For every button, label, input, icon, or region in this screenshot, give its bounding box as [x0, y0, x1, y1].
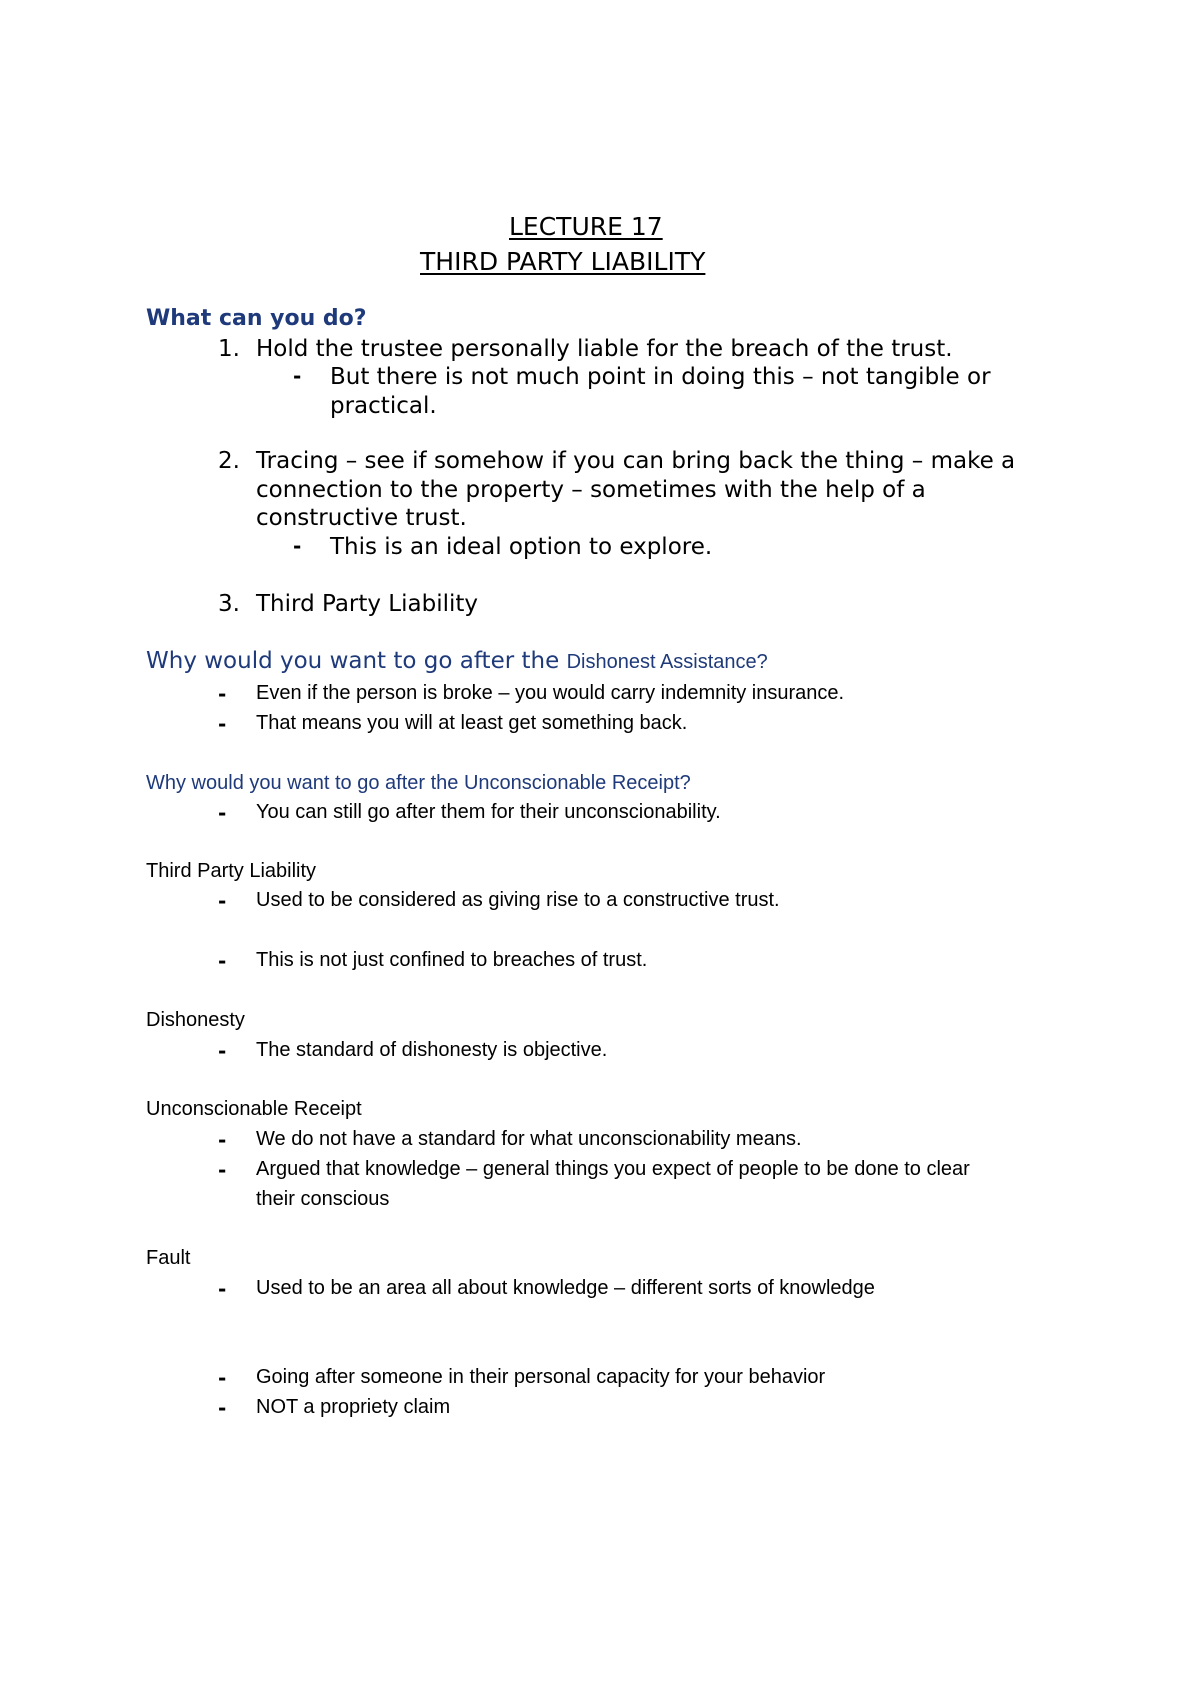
bullet-dash: -: [218, 889, 227, 913]
list-item-3-text: Third Party Liability: [256, 591, 479, 617]
bullet-text: Going after someone in their personal capacity for your behavior: [256, 1366, 826, 1388]
bullet-text: You can still go after them for their unconscionability.: [256, 801, 721, 823]
bullet-dash: -: [218, 1039, 227, 1063]
sub-bullet-text: practical.: [330, 393, 437, 419]
bullet-text: That means you will at least get something back.: [256, 712, 688, 734]
bullet-text: NOT a propriety claim: [256, 1396, 451, 1418]
section-heading-unconscionable-receipt: Why would you want to go after the Unconscionable Receipt?: [146, 772, 691, 794]
list-number-3: 3.: [218, 591, 240, 617]
list-number-1: 1.: [218, 336, 240, 362]
list-item-1-text: Hold the trustee personally liable for the breach of the trust.: [256, 336, 953, 362]
bullet-text: Even if the person is broke – you would carry indemnity insurance.: [256, 682, 845, 704]
bullet-text: Used to be an area all about knowledge – different sorts of knowledge: [256, 1277, 875, 1299]
bullet-dash: -: [218, 1396, 227, 1420]
bullet-dash: -: [218, 682, 227, 706]
document-title-line1: LECTURE 17: [509, 212, 663, 241]
list-item-2-text: constructive trust.: [256, 505, 467, 531]
sub-bullet-text: This is an ideal option to explore.: [330, 534, 713, 560]
bullet-text: The standard of dishonesty is objective.: [256, 1039, 608, 1061]
section-heading-third-party-liability: Third Party Liability: [146, 860, 317, 882]
heading-part: Dishonest Assistance?: [566, 651, 768, 673]
heading-part: Why would you want to go after the: [146, 648, 567, 674]
bullet-dash: -: [218, 1277, 227, 1301]
bullet-dash: -: [218, 1128, 227, 1152]
list-item-2-text: Tracing – see if somehow if you can bring back the thing – make a: [256, 448, 1016, 474]
sub-bullet-text: But there is not much point in doing this – not tangible or: [330, 364, 991, 390]
section-heading-dishonesty: Dishonesty: [146, 1009, 245, 1031]
bullet-dash: -: [218, 801, 227, 825]
bullet-dash: -: [218, 1366, 227, 1390]
bullet-text: Used to be considered as giving rise to a constructive trust.: [256, 889, 780, 911]
bullet-dash: -: [218, 1158, 227, 1182]
sub-bullet-dash: -: [293, 364, 302, 388]
bullet-text: their conscious: [256, 1188, 390, 1210]
sub-bullet-dash: -: [293, 534, 302, 558]
list-item-2-text: connection to the property – sometimes with the help of a: [256, 477, 926, 503]
bullet-text: This is not just confined to breaches of trust.: [256, 949, 648, 971]
bullet-dash: -: [218, 949, 227, 973]
bullet-text: Argued that knowledge – general things you expect of people to be done to clear: [256, 1158, 970, 1180]
bullet-dash: -: [218, 712, 227, 736]
section-heading-unconscionable-receipt-2: Unconscionable Receipt: [146, 1098, 362, 1120]
bullet-text: We do not have a standard for what unconscionability means.: [256, 1128, 802, 1150]
section-heading-what-can-you-do: What can you do?: [146, 306, 367, 331]
document-title-line2: THIRD PARTY LIABILITY: [420, 247, 706, 276]
list-number-2: 2.: [218, 448, 240, 474]
section-heading-fault: Fault: [146, 1247, 191, 1269]
section-heading-dishonest-assistance: [146, 648, 768, 674]
